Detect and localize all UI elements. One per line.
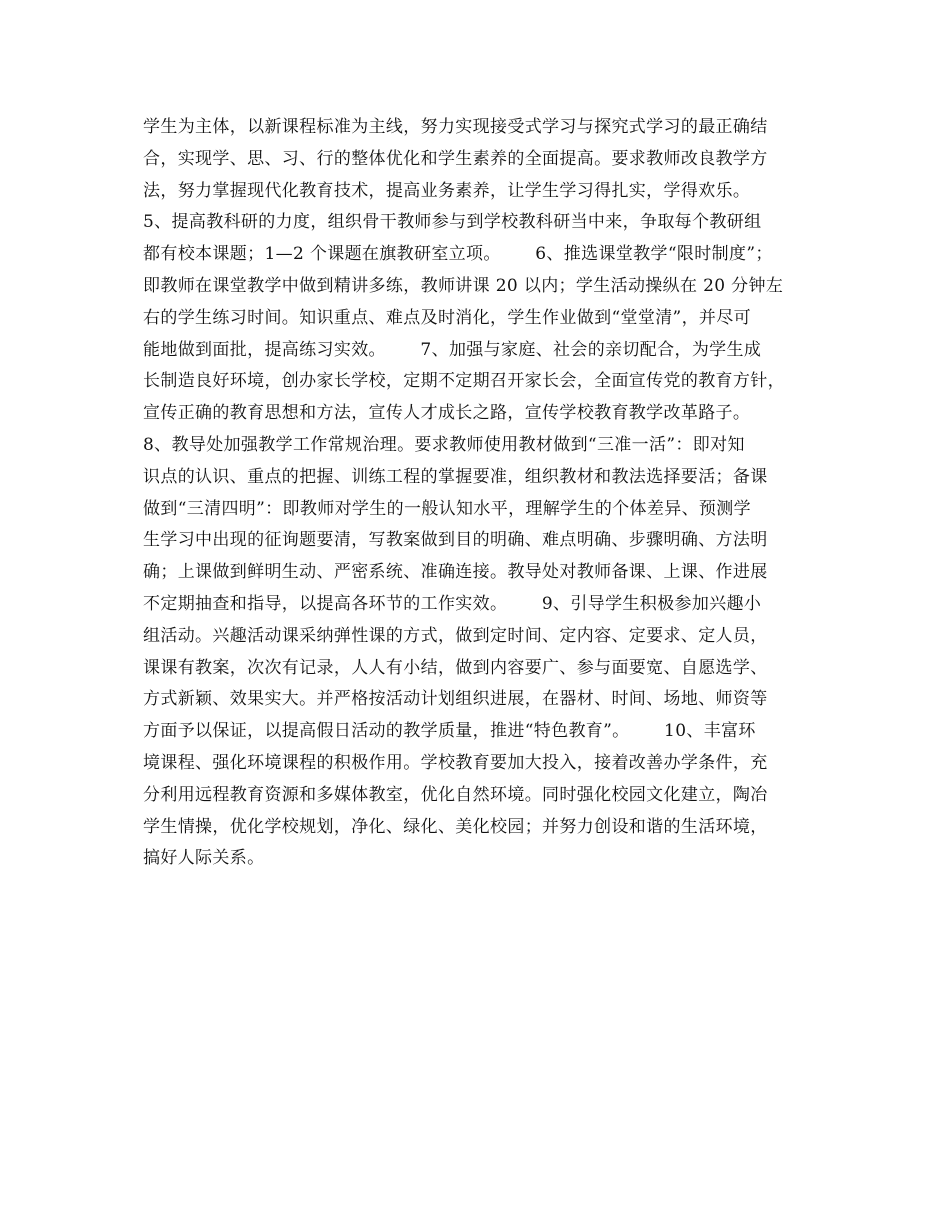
text-line: 课课有教案，次次有记录，人人有小结，做到内容要广、参与面要宽、自愿选学、	[143, 657, 768, 678]
text-line: 学生为主体，以新课程标准为主线，努力实现接受式学习与探究式学习的最正确结	[143, 117, 768, 137]
text-line: 方式新颖、效果实大。并严格按活动计划组织进展，在器材、时间、场地、师资等	[143, 689, 768, 710]
text-line: 8、教导处加强教学工作常规治理。要求教师使用教材做到“三准一活”：即对知	[143, 434, 745, 455]
text-line: 生学习中出现的征询题要清，写教案做到目的明确、难点明确、步骤明确、方法明	[143, 530, 768, 551]
text-line: 能地做到面批，提高练习实效。 7、加强与家庭、社会的亲切配合，为学生成	[143, 339, 762, 360]
text-line: 组活动。兴趣活动课采纳弹性课的方式，做到定时间、定内容、定要求、定人员，	[143, 625, 768, 646]
text-line: 做到“三清四明”：即教师对学生的一般认知水平，理解学生的个体差异、预测学	[143, 498, 751, 519]
text-line: 长制造良好环境，创办家长学校，定期不定期召开家长会，全面宣传党的教育方针，	[143, 371, 785, 392]
text-line: 分利用远程教育资源和多媒体教室，优化自然环境。同时强化校园文化建立，陶冶	[143, 784, 768, 805]
text-line: 不定期抽查和指导，以提高各环节的工作实效。 9、引导学生积极参加兴趣小	[143, 593, 762, 614]
text-line: 法，努力掌握现代化教育技术，提高业务素养，让学生学习得扎实，学得欢乐。	[143, 180, 751, 201]
text-line: 5、提高教科研的力度，组织骨干教师参与到学校教科研当中来，争取每个教研组	[143, 212, 762, 233]
text-line: 即教师在课堂教学中做到精讲多练，教师讲课 20 以内；学生活动操纵在 20 分钟左	[143, 275, 784, 296]
body-text	[143, 112, 823, 875]
text-line: 都有校本课题；1—2 个课题在旗教研室立项。 6、推选课堂教学“限时制度”；	[143, 244, 773, 265]
text-line: 学生情操，优化学校规划，净化、绿化、美化校园；并努力创设和谐的生活环境，	[143, 816, 768, 837]
text-line: 识点的认识、重点的把握、训练工程的掌握要准，组织教材和教法选择要活；备课	[143, 466, 768, 487]
text-line: 境课程、强化环境课程的积极作用。学校教育要加大投入，接着改善办学条件，充	[143, 752, 768, 773]
text-line: 确；上课做到鲜明生动、严密系统、准确连接。教导处对教师备课、上课、作进展	[143, 562, 768, 583]
text-line: 方面予以保证，以提高假日活动的教学质量，推进“特色教育”。 10、丰富环	[143, 721, 756, 742]
text-line: 宣传正确的教育思想和方法，宣传人才成长之路，宣传学校教育教学改革路子。	[143, 403, 751, 424]
text-line: 合，实现学、思、习、行的整体优化和学生素养的全面提高。要求教师改良教学方	[143, 148, 768, 169]
text-line: 右的学生练习时间。知识重点、难点及时消化，学生作业做到“堂堂清”，并尽可	[143, 307, 751, 328]
text-line: 搞好人际关系。	[143, 848, 265, 869]
